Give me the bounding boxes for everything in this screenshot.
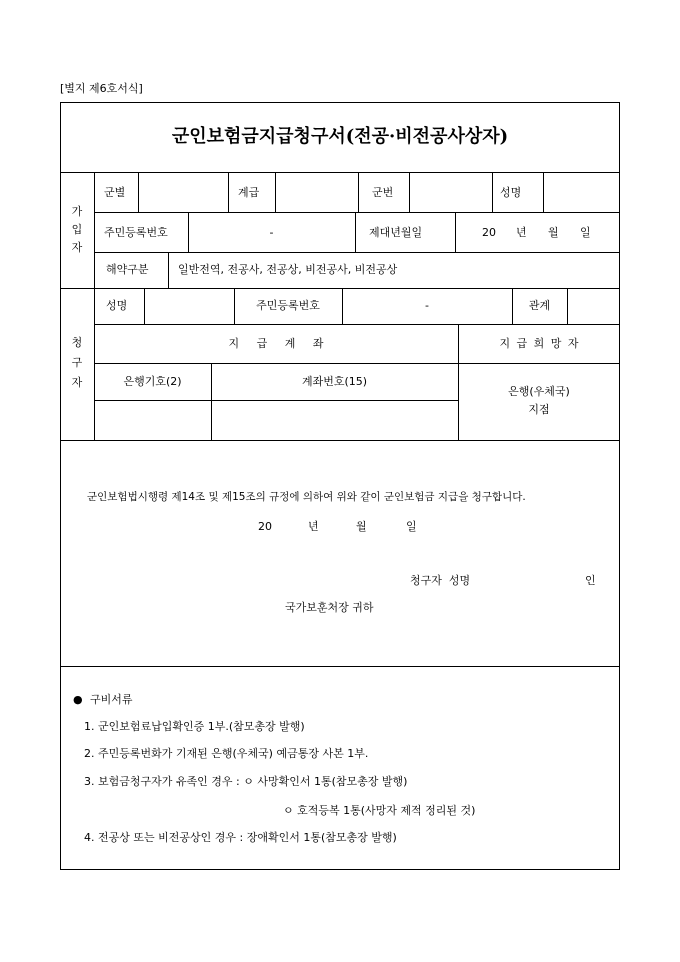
document-item-4: 4. 전공상 또는 비전공상인 경우 : 장애확인서 1통(참모총장 발행) (84, 831, 397, 844)
vline (144, 288, 145, 324)
claimant-row1-divider (94, 324, 620, 325)
bank-code-label: 은행기호(2) (123, 375, 182, 388)
unit-label: 군별 (104, 186, 126, 199)
statement-day-char: 일 (406, 520, 417, 533)
claimant-row3-divider (94, 400, 458, 401)
vline (567, 288, 568, 324)
vline (455, 212, 456, 252)
account-header: 지 급 계 좌 (228, 337, 324, 350)
termination-label: 해약구분 (106, 263, 149, 276)
service-number-label: 군번 (372, 186, 394, 199)
subscriber-rrn-label: 주민등록번호 (104, 226, 168, 239)
vline (358, 172, 359, 212)
vline (168, 252, 169, 288)
vline (409, 172, 410, 212)
vline (355, 212, 356, 252)
discharge-month-char: 월 (548, 226, 559, 239)
bank-branch-line2: 지점 (528, 403, 550, 416)
document-item-1: 1. 군인보험료납입확인증 1부.(참모총장 발행) (84, 720, 305, 733)
account-number-label: 계좌번호(15) (301, 375, 368, 388)
discharge-year-char: 년 (516, 226, 527, 239)
bullet-icon: ● (73, 693, 83, 706)
subscriber-row1-divider (94, 212, 620, 213)
form-label: [별지 제6호서식] (60, 82, 143, 95)
statement-year-prefix: 20 (258, 520, 272, 533)
claim-statement: 군인보험법시행령 제14조 및 제15조의 규정에 의하여 위와 같이 군인보험금 지급을 청구합니다. (87, 491, 526, 503)
claimant-label-2: 구 (71, 356, 83, 369)
discharge-day-char: 일 (580, 226, 591, 239)
discharge-date-label: 제대년월일 (369, 226, 423, 239)
statement-year-char: 년 (308, 520, 319, 533)
vline (275, 172, 276, 212)
vline (543, 172, 544, 212)
statement-month-char: 월 (356, 520, 367, 533)
subscriber-label-3: 자 (71, 241, 83, 254)
document-item-3b: ㅇ 호적등복 1통(사망자 제적 정리된 것) (283, 804, 476, 817)
claimant-label-1: 청 (71, 336, 83, 349)
claimant-rrn-label: 주민등록번호 (256, 299, 320, 312)
title-divider (60, 172, 620, 173)
vline (492, 172, 493, 212)
termination-options: 일반전역, 전공사, 전공상, 비전공사, 비전공상 (178, 263, 398, 276)
section-label-divider (94, 172, 95, 440)
subscriber-label-2: 입 (71, 223, 83, 236)
document-item-2: 2. 주민등록번화가 기재된 은행(우체국) 예금통장 사본 1부. (84, 747, 369, 760)
subscriber-row2-divider (94, 252, 620, 253)
bank-branch-line1: 은행(우체국) (508, 385, 570, 398)
vline (228, 172, 229, 212)
claimant-name-label: 성명 (106, 299, 128, 312)
relation-label: 관계 (528, 299, 551, 312)
subscriber-name-label: 성명 (500, 186, 522, 199)
statement-end-line (60, 666, 620, 667)
document-item-3: 3. 보험금청구자가 유족인 경우 : ㅇ 사망확인서 1통(참모총장 발행) (84, 775, 408, 788)
signer-label: 청구자 성명 (410, 574, 471, 587)
rank-label: 계급 (238, 186, 260, 199)
addressee: 국가보훈처장 귀하 (285, 601, 374, 614)
subscriber-rrn-dash: - (269, 226, 274, 239)
documents-header: 구비서류 (90, 693, 133, 706)
vline (138, 172, 139, 212)
discharge-year-prefix: 20 (482, 226, 496, 239)
form-title: 군인보험금지급청구서(전공·비전공사상자) (171, 126, 509, 147)
claimant-label-3: 자 (71, 376, 83, 389)
seal-mark: 인 (585, 574, 596, 587)
claimant-row2-divider (94, 363, 620, 364)
subscriber-label-1: 가 (71, 205, 83, 218)
desired-recipient-header: 지 급 희 망 자 (499, 337, 579, 350)
claimant-end-line (60, 440, 620, 441)
claimant-rrn-dash: - (425, 299, 429, 312)
